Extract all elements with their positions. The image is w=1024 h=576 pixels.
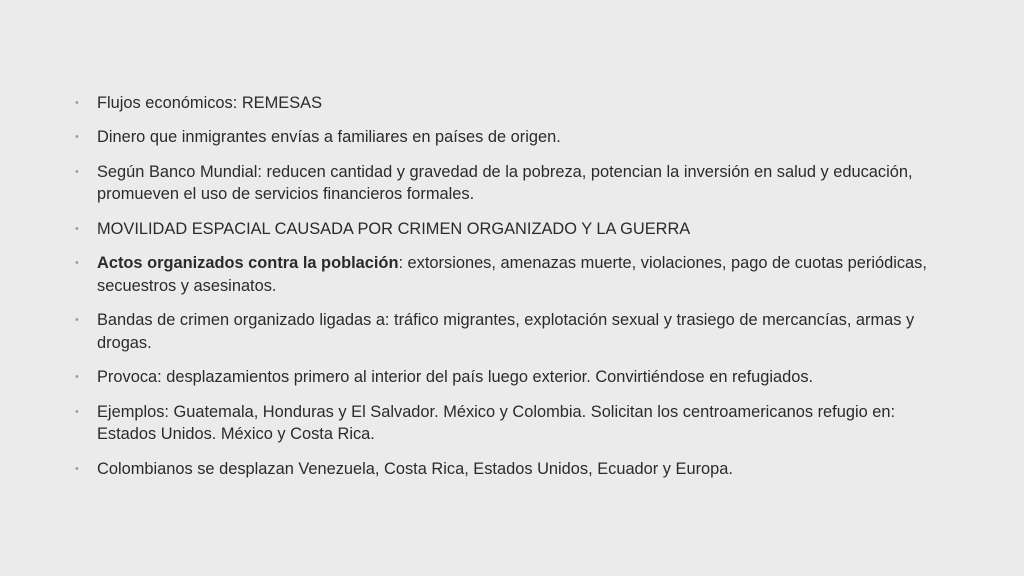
bullet-icon: • xyxy=(75,165,79,178)
bullet-icon: • xyxy=(75,131,79,144)
bullet-icon: • xyxy=(75,222,79,235)
bullet-text: Flujos económicos: REMESAS xyxy=(97,94,322,112)
bullet-item-dinero xyxy=(75,126,945,149)
bullet-item-colombianos xyxy=(75,458,945,481)
bullet-text: Colombianos se desplazan Venezuela, Costa Rica, Estados Unidos, Ecuador y Europa. xyxy=(97,459,733,478)
bullet-icon: • xyxy=(75,257,79,270)
bullet-item-banco-mundial xyxy=(75,161,945,206)
bullet-bold-lead: Actos organizados contra la población xyxy=(97,254,399,273)
bullet-item-bandas xyxy=(75,309,945,354)
bullet-text: Dinero que inmigrantes envías a familiares en países de origen. xyxy=(97,128,561,147)
bullet-text: : extorsiones, amenazas muerte, violaciones, pago de cuotas periódicas, secuestros y asesinatos. xyxy=(97,254,927,295)
bullet-item-ejemplos xyxy=(75,401,945,446)
bullet-icon: • xyxy=(75,405,79,418)
bullet-text: Bandas de crimen organizado ligadas a: tráfico migrantes, explotación sexual y trasiego de mercancías, armas y drogas. xyxy=(97,311,915,352)
bullet-item-movilidad xyxy=(75,218,945,241)
bullet-item-actos xyxy=(75,252,945,297)
slide-content xyxy=(75,92,945,480)
bullet-text: Según Banco Mundial: reducen cantidad y gravedad de la pobreza, potencian la inversión en salud y educación, promueven el uso de servicios financieros formales. xyxy=(97,162,913,204)
bullet-text: MOVILIDAD ESPACIAL CAUSADA POR CRIMEN ORGANIZADO Y LA GUERRA xyxy=(97,219,691,238)
bullet-item-remesas xyxy=(75,92,945,115)
bullet-icon: • xyxy=(75,371,79,384)
bullet-text: Ejemplos: Guatemala, Honduras y El Salvador. México y Colombia. Solicitan los centroamericanos refugio en: Estados Unidos. México y Costa Rica. xyxy=(97,402,896,444)
bullet-icon: • xyxy=(75,97,79,109)
bullet-text: Provoca: desplazamientos primero al interior del país luego exterior. Convirtiéndose en refugiados. xyxy=(97,368,814,387)
bullet-icon: • xyxy=(75,462,79,475)
bullet-item-provoca xyxy=(75,366,945,389)
bullet-icon: • xyxy=(75,314,79,327)
bullet-list xyxy=(75,92,945,480)
